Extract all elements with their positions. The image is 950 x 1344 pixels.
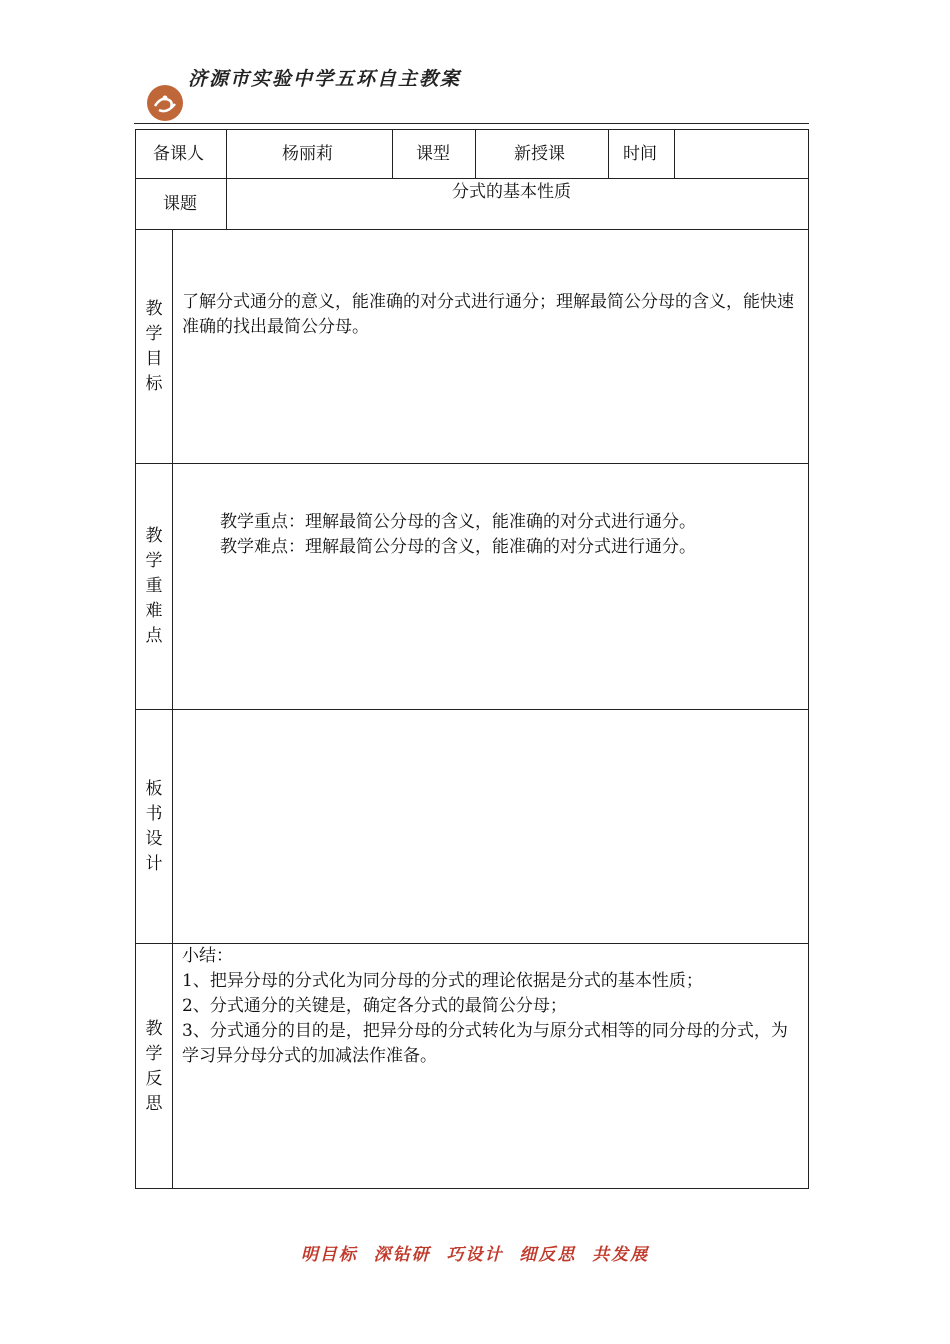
time-label: 时间 — [623, 144, 657, 164]
lesson-type-label: 课型 — [416, 144, 450, 164]
summary-heading: 小结： — [182, 946, 233, 966]
table-border — [226, 129, 227, 229]
table-border — [674, 129, 675, 179]
reflection-label: 教学反思 — [145, 1019, 163, 1114]
summary-item: 1、把异分母的分式化为同分母的分式的理论依据是分式的基本性质； — [182, 971, 703, 991]
table-border — [475, 129, 476, 179]
goals-text: 了解分式通分的意义，能准确的对分式进行通分；理解最简公分母的含义，能快速准确的找出最简公分母。 — [182, 292, 794, 337]
table-border — [608, 129, 609, 179]
board-design-label: 板书设计 — [145, 779, 163, 874]
difficulty-line: 教学难点：理解最简公分母的含义，能准确的对分式进行通分。 — [220, 537, 696, 557]
summary-item: 2、分式通分的关键是，确定各分式的最简公分母； — [182, 996, 567, 1016]
key-points-label: 教学重难点 — [145, 526, 163, 646]
table-border — [135, 178, 809, 179]
table-border — [135, 229, 809, 230]
header-rule — [134, 123, 809, 124]
table-border — [135, 709, 809, 710]
preparer-value: 杨丽莉 — [282, 144, 333, 164]
table-border — [135, 943, 809, 944]
document-header-title: 济源市实验中学五环自主教案 — [188, 68, 462, 90]
table-border — [172, 229, 173, 1189]
topic-value: 分式的基本性质 — [452, 182, 571, 202]
table-border — [135, 129, 136, 1189]
table-border — [135, 1188, 809, 1189]
table-border — [392, 129, 393, 179]
key-point-line: 教学重点：理解最简公分母的含义，能准确的对分式进行通分。 — [220, 512, 696, 532]
footer-slogan: 明目标 深钻研 巧设计 细反思 共发展 — [300, 1245, 650, 1265]
summary-item: 3、分式通分的目的是，把异分母的分式转化为与原分式相等的同分母的分式，为学习异分母分式的加减法作准备。 — [182, 1021, 788, 1066]
school-logo-icon — [143, 84, 187, 122]
goals-label: 教学目标 — [145, 299, 163, 394]
table-border — [135, 129, 809, 130]
lesson-type-value: 新授课 — [514, 144, 565, 164]
table-border — [135, 463, 809, 464]
preparer-label: 备课人 — [153, 144, 204, 164]
table-border — [808, 129, 809, 1189]
topic-label: 课题 — [163, 194, 197, 214]
